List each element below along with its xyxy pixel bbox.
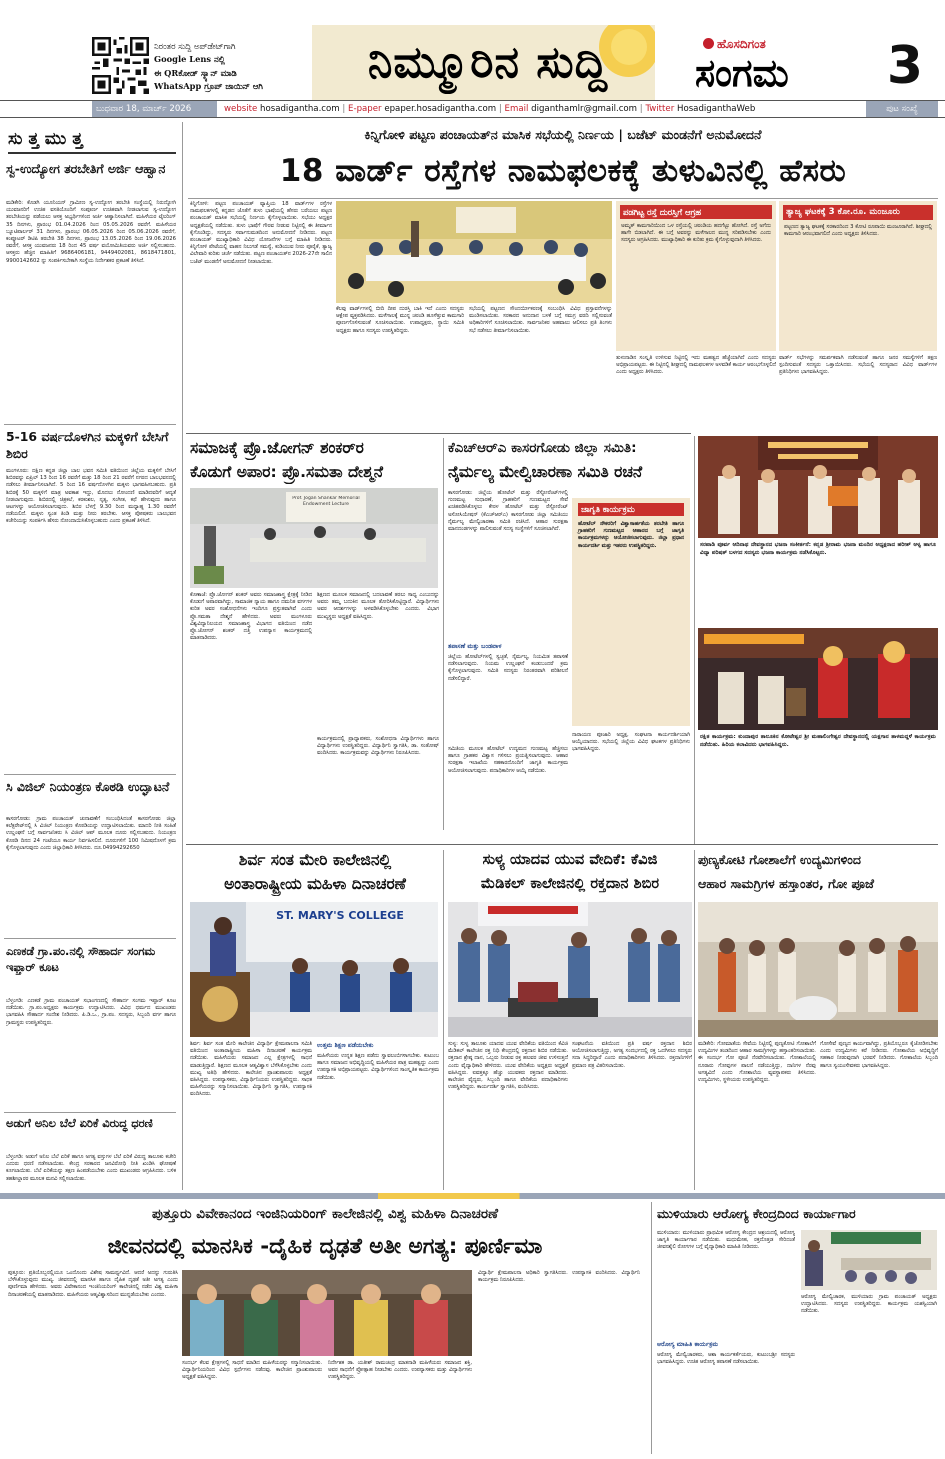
sidebar-a3-body: ಕಾಸರಗೋಡು: ಗ್ರಾಮ ಪಂಚಾಯತ್ ಚುನಾವಣೆಗೆ ಸಂಬಂಧಿಸಿದಂತೆ ಕಾಸರಗೋಡು ಜಿಲ್ಲಾ ಕಲೆಕ್ಟರೇಟ್‌ನಲ್ಲಿ ಸಿ ವಿಜಿಲ್ ನಿಯಂತ್ರಣ ಕೊಠಡಿಯನ್ನು ಉದ್ಘಾಟಿಸಲಾಯಿತು. ಮಾದರಿ ನೀತಿ ಸಂಹಿತೆ ಉಲ್ಲಂಘನೆ ಬಗ್ಗೆ ಸಾರ್ವಜನಿಕರು ಸಿ ವಿಜಿಲ್ ಆಪ್ ಮೂಲಕ ದೂರು ಸಲ್ಲಿಸಬಹುದು. ನಿಯಂತ್ರಣ ಕೊಠಡಿ ದಿನದ 24 ಗಂಟೆಯೂ ಕಾರ್ಯ ನಿರ್ವಹಿಸಲಿದೆ. ದೂರುಗಳಿಗೆ 100 ನಿಮಿಷದೊಳಗೆ ಕ್ರಮ ಕೈಗೊಳ್ಳಲಾಗುವುದು ಎಂದು ಜಿಲ್ಲಾಧಿಕಾರಿ ತಿಳಿಸಿದರು. ದೂ.04994292650 (6, 816, 176, 851)
lead-kicker: ಕಿನ್ನಿಗೋಳಿ ಪಟ್ಟಣ ಪಂಚಾಯತ್‌ನ ಮಾಸಿಕ ಸಭೆಯಲ್ಲಿ ನಿರ್ಣಯ | ಬಜೆಟ್ ಮಂಡನೆಗೆ ಅನುಮೋದನೆ (364, 127, 762, 142)
divider (4, 774, 176, 775)
right-caption-2: ರಕ್ಷಿತ ಕಾರ್ಯಕ್ರಮ: ಕುಂದಾಪುರ ತಾಲೂಕಿನ ಕೋಟೇಶ್ವರ ಶ್ರೀ ಮಹಾಲಿಂಗೇಶ್ವರ ದೇವಸ್ಥಾನದಲ್ಲಿ ಯಕ್ಷಗಾನ ತಾಳಮದ್ದಳೆ ಕಾರ್ಯಕ್ರಮ ನಡೆಯಿತು. ಹಿರಿಯ ಕಲಾವಿದರು ಭಾಗವಹಿಸಿದ್ದರು. (700, 734, 936, 748)
divider (186, 844, 938, 845)
story8-sub: ಆರೋಗ್ಯ ಮಾಹಿತಿ ಕಾರ್ಯಕ್ರಮ (657, 1341, 719, 1348)
box1-body: ಅಮ್ಮತ್ ಕಾಮಗಾರಿಯಿಂದ ಒಳ ರಸ್ತೆಯಲ್ಲಿ ಚರಂಡಿಯ ಹದಗೆಟ್ಟು ಹೋಗಿದೆ. ರಸ್ತೆ ಅಗೆದು ಹಾಗೇ ಬಿಡಲಾಗಿದೆ. ಈ ಬಗ್ಗೆ ಅವರನ್ನು ಮಳೆಗಾಲದ ಮುನ್ನ ಸರಿಪಡಿಸಬೇಕು ಎಂದು ಸದಸ್ಯರು ಆಗ್ರಹಿಸಿದರು. ಮುಖ್ಯಾಧಿಕಾರಿ ಈ ಕುರಿತು ಕ್ರಮ ಕೈಗೊಳ್ಳುವುದಾಗಿ ತಿಳಿಸಿದರು. (621, 223, 771, 244)
story5-headline-2: ಮೆಡಿಕಲ್ ಕಾಲೇಜಿನಲ್ಲಿ ರಕ್ತದಾನ ಶಿಬಿರ (480, 875, 660, 892)
page-number: 3 (886, 36, 924, 96)
divider (4, 938, 176, 939)
story8 (655, 1200, 939, 1459)
story6-body-b: ಗೋಸೇವೆ ಪುಣ್ಯದ ಕಾರ್ಯವಾಗಿದ್ದು, ಪ್ರತಿಯೊಬ್ಬರೂ ಕೈಜೋಡಿಸಬೇಕು ಎಂದು ಉದ್ಯಮಿಗಳು ಕರೆ ನೀಡಿದರು. ಗೋಶಾಲೆಯ ಅಭಿವೃದ್ಧಿಗೆ ಸಹಕಾರ ನೀಡುವುದಾಗಿ ಭರವಸೆ ನೀಡಿದರು. ಗೋಶಾಲೆಯ ಸಿಬ್ಬಂದಿ ಹಾಗೂ ಸ್ವಯಂಸೇವಕರು ಭಾಗವಹಿಸಿದ್ದರು. (820, 1041, 938, 1069)
story3-box (572, 498, 690, 726)
column-rule (182, 122, 183, 1190)
right-caption-1: ಸರಪಾಡಿ ಪೂರ್ವ ಆದಿನಾಥ ದೇವಸ್ಥಾನದ ಭಜನಾ ಸಂಕೀರ್ತನೆ: ಕನ್ನಡ ಶ್ರೀರಾಮ ಭಜನಾ ಮಂದಿರ ಅಧ್ಯಕ್ಷರಾದ ಹರೀಶ್ ಆಳ್ವ ಹಾಗೂ ವಿದ್ಯಾ ಪರಿಷತ್ ಬಳಗದ ಸದಸ್ಯರು ಭಜನಾ ಕಾರ್ಯಕ್ರಮ ನಡೆಸಿಕೊಟ್ಟರು. (700, 542, 936, 556)
divider (4, 424, 176, 425)
story4 (186, 848, 440, 1193)
story6-body: ಮಡಿಕೇರಿ: ಗೋಮಾತೆಯ ಸೇವೆಯ ನಿಟ್ಟಿನಲ್ಲಿ ಪುಣ್ಯಕೋಟಿ ಗೋಶಾಲೆಗೆ ಉದ್ಯಮಿಗಳ ತಂಡದಿಂದ ಆಹಾರ ಸಾಮಗ್ರಿಗಳನ್ನು ಹಸ್ತಾಂತರಿಸಲಾಯಿತು. ಈ ಸಂದರ್ಭ ಗೋ ಪೂಜೆ ನೆರವೇರಿಸಲಾಯಿತು. ಗೋಶಾಲೆಯಲ್ಲಿ ನೂರಾರು ಗೋವುಗಳ ಪಾಲನೆ ನಡೆಯುತ್ತಿದ್ದು, ದಾನಿಗಳ ನೆರವು ಅಗತ್ಯವಿದೆ ಎಂದು ಗೋಶಾಲೆಯ ವ್ಯವಸ್ಥಾಪಕರು ತಿಳಿಸಿದರು. ಉದ್ಯಮಿಗಳು, ಸ್ಥಳೀಯರು ಉಪಸ್ಥಿತರಿದ್ದರು. (698, 1041, 816, 1084)
info-strip (0, 100, 945, 118)
lead-photo-meeting (336, 201, 612, 303)
story4-college-sign: ST. MARY'S COLLEGE (276, 909, 404, 922)
story3-headline-1: ಕೆಎಚ್‌ಆರ್‌ಎ ಕಾಸರಗೋಡು ಜಿಲ್ಲಾ ಸಮಿತಿ: (448, 440, 637, 456)
story5-headline-1: ಸುಳ್ಯ ಯಾದವ ಯುವ ವೇದಿಕೆ: ಕೆವಿಜಿ (482, 851, 658, 868)
contact-line: website hosadigantha.com | E-paper epaper.hosadigantha.com | Email diganthamlr@gmail.com | Twitter HosadiganthaWeb (224, 104, 756, 114)
divider (186, 433, 691, 434)
story3-box-body: ಹೋಟೆಲ್ ನೌಕರರಿಗೆ ವಿಶ್ವಾಸಾರ್ಹತೆಯ ತರಬೇತಿ ಹಾಗೂ ಗ್ರಾಹಕರಿಗೆ ಗುಣಮಟ್ಟದ ಆಹಾರದ ಬಗ್ಗೆ ಜಾಗೃತಿ ಕಾರ್ಯಕ್ರಮಗಳನ್ನು ಆಯೋಜಿಸಲಾಗುವುದು. ಜಿಲ್ಲಾ ಪ್ರಧಾನ ಕಾರ್ಯದರ್ಶಿ ಮತ್ತು ಇತರರು ಉಪಸ್ಥಿತರಿದ್ದರು. (578, 521, 684, 549)
story2-body-a: ಕೊಣಾಜೆ: ಪ್ರೊ.ಜೋಗನ್ ಶಂಕರ್ ಅವರು ಸಮಾಜಶಾಸ್ತ್ರ ಕ್ಷೇತ್ರಕ್ಕೆ ನೀಡಿದ ಕೊಡುಗೆ ಅಪಾರವಾಗಿದ್ದು, ಸಾಮಾಜಿಕ ನ್ಯಾಯ ಹಾಗೂ ದಮನಿತ ವರ್ಗಗಳ ಕುರಿತ ಅವರ ಸಂಶೋಧನೆಗಳು ಇಂದಿಗೂ ಪ್ರಸ್ತುತವಾಗಿವೆ ಎಂದು ಪ್ರೊ.ಸಮತಾ ದೇಶ್ಮನೆ ಹೇಳಿದರು. ಅವರು ಮಂಗಳೂರು ವಿಶ್ವವಿದ್ಯಾನಿಲಯದ ಸಮಾಜಶಾಸ್ತ್ರ ವಿಭಾಗದ ವತಿಯಿಂದ ನಡೆದ ಪ್ರೊ.ಜೋಗನ್ ಶಂಕರ್ ದತ್ತಿ ಉಪನ್ಯಾಸ ಕಾರ್ಯಕ್ರಮದಲ್ಲಿ ಮಾತನಾಡಿದರು. (190, 592, 312, 642)
sidebar-a5-title: ಅಡುಗೆ ಅನಿಲ ಬೆಲೆ ಏರಿಕೆ ವಿರುದ್ಧ ಧರಣಿ (6, 1117, 153, 1130)
story2-headline-1: ಸಮಾಜಕ್ಕೆ ಪ್ರೊ.ಜೋಗನ್ ಶಂಕರ್‌ರ (190, 439, 364, 457)
story2-photo (190, 488, 438, 588)
story7-headline: ಜೀವನದಲ್ಲಿ ಮಾನಸಿಕ -ದೈಹಿಕ ದೃಢತೆ ಅತೀ ಅಗತ್ಯ: ಪೂರ್ಣಿಮಾ (107, 1234, 543, 1259)
email-link[interactable]: diganthamlr@gmail.com (531, 104, 638, 114)
story3-body-c: ಸಮಿತಿಯ ಮೂಲಕ ಹೋಟೆಲ್ ಉದ್ಯಮದ ಗುಣಮಟ್ಟ ಹೆಚ್ಚಿಸಲು ಹಾಗೂ ಗ್ರಾಹಕರ ವಿಶ್ವಾಸ ಗಳಿಸಲು ಪ್ರಯತ್ನಿಸಲಾಗುವುದು. ಆಹಾರ ಸುರಕ್ಷತಾ ಇಲಾಖೆಯ ಸಹಕಾರದೊಂದಿಗೆ ಜಾಗೃತಿ ಕಾರ್ಯಕ್ರಮ ಆಯೋಜಿಸಲಾಗುವುದು. ಪದಾಧಿಕಾರಿಗಳ ಆಯ್ಕೆ ನಡೆಯಿತು. (448, 746, 568, 774)
story7-kicker: ಪುತ್ತೂರು ವಿವೇಕಾನಂದ ಇಂಜಿನಿಯರಿಂಗ್ ಕಾಲೇಜಿನಲ್ಲಿ ವಿಶ್ವ ಮಹಿಳಾ ದಿನಾಚರಣೆ (151, 1206, 499, 1222)
story8-headline: ಮುಳಿಯಾರು ಆರೋಗ್ಯ ಕೇಂದ್ರದಿಂದ ಕಾರ್ಯಾಗಾರ (657, 1206, 856, 1221)
qr-promo: ನಿರಂತರ ಸುದ್ದಿ ಅಪ್‌ಡೇಟ್‌ಗಾಗಿ Google Lens ನಲ್ಲಿ ಈ QR‌ಕೋಡ್ ಸ್ಕ್ಯಾನ್ ಮಾಡಿ WhatsApp ಗ್ರೂಪ್ ಜಾಯಿನ್ ಆಗಿ (154, 41, 263, 91)
lead-col2: ಕೆಲವು ವಾರ್ಡ್‌ಗಳಲ್ಲಿ ಬೀದಿ ದೀಪ ದುರಸ್ತಿ ಬಾಕಿ ಇದೆ ಎಂದು ಸದಸ್ಯರು ಆಕ್ಷೇಪ ವ್ಯಕ್ತಪಡಿಸಿದರು. ಮಳೆಗಾಲಕ್ಕೆ ಮುನ್ನ ಚರಂಡಿ ಹೂಳೆತ್ತುವ ಕಾಮಗಾರಿ ಪೂರ್ಣಗೊಳಿಸುವಂತೆ ಸೂಚಿಸಲಾಯಿತು. ಉಪಾಧ್ಯಕ್ಷರು, ಸ್ಥಾಯಿ ಸಮಿತಿ ಅಧ್ಯಕ್ಷರು ಹಾಗೂ ಸದಸ್ಯರು ಉಪಸ್ಥಿತರಿದ್ದರು. (336, 306, 464, 334)
box1-title: ಪಡಗಿಟ್ಟ ರಸ್ತೆ ದುರಸ್ತಿಗೆ ಆಗ್ರಹ (620, 205, 772, 219)
story3-box-title: ಜಾಗೃತಿ ಕಾರ್ಯಕ್ರಮ (578, 503, 684, 516)
story8-body-b: ಆರೋಗ್ಯ ಮೇಲ್ವಿಚಾರಕರು, ಆಶಾ ಕಾರ್ಯಕರ್ತೆಯರು, ಕುಟುಂಬಶ್ರೀ ಸದಸ್ಯರು ಭಾಗವಹಿಸಿದ್ದರು. ಉಚಿತ ಆರೋಗ್ಯ ತಪಾಸಣೆ ನಡೆಸಲಾಯಿತು. (657, 1352, 795, 1366)
story3-headline-2: ನೈರ್ಮಲ್ಯ ಮೇಲ್ವಿಚಾರಣಾ ಸಮಿತಿ ರಚನೆ (448, 463, 643, 481)
story5 (446, 848, 692, 1193)
story6-headline-1: ಪುಣ್ಯಕೋಟಿ ಗೋಶಾಲೆಗೆ ಉದ್ಯಮಿಗಳಿಂದ (698, 852, 862, 867)
bottom-separator (0, 1193, 945, 1199)
box2-title: ತ್ಯಾಜ್ಯ ಘಟಕಕ್ಕೆ 3 ಕೋ.ರೂ. ಮಂಜೂರು (783, 205, 933, 220)
box2-body: ಪಟ್ಟಣದ ತ್ಯಾಜ್ಯ ಘಟಕಕ್ಕೆ ಸರಕಾರದಿಂದ 3 ಕೋಟಿ ರೂಪಾಯಿ ಮಂಜೂರಾಗಿದೆ. ಶೀಘ್ರದಲ್ಲಿ ಕಾಮಗಾರಿ ಆರಂಭವಾಗಲಿದೆ ಎಂದು ಅಧ್ಯಕ್ಷರು ತಿಳಿಸಿದರು. (784, 224, 932, 238)
column-rule (443, 850, 444, 1190)
story8-body-a: ಮುಳಿಯಾರು: ಮುಳಿಯಾರು ಪ್ರಾಥಮಿಕ ಆರೋಗ್ಯ ಕೇಂದ್ರದ ಆಶ್ರಯದಲ್ಲಿ ಆರೋಗ್ಯ ಜಾಗೃತಿ ಕಾರ್ಯಾಗಾರ ನಡೆಯಿತು. ಮಧುಮೇಹ, ರಕ್ತದೊತ್ತಡ ಸೇರಿದಂತೆ ಜೀವನಶೈಲಿ ರೋಗಗಳ ಬಗ್ಗೆ ವೈದ್ಯಾಧಿಕಾರಿ ಮಾಹಿತಿ ನೀಡಿದರು. (657, 1230, 795, 1251)
lead-headline: 18 ವಾರ್ಡ್ ರಸ್ತೆಗಳ ನಾಮಫಲಕಕ್ಕೆ ತುಳುವಿನಲ್ಲಿ ಹೆಸರು (279, 153, 847, 189)
story8-photo (801, 1230, 937, 1290)
story4-body-b: ಮಹಿಳೆಯರು ಉನ್ನತ ಶಿಕ್ಷಣ ಪಡೆದು ಸ್ವಾವಲಂಬಿಗಳಾಗಬೇಕು. ಕುಟುಂಬ ಹಾಗೂ ಸಮಾಜದ ಅಭಿವೃದ್ಧಿಯಲ್ಲಿ ಮಹಿಳೆಯರ ಪಾತ್ರ ಮಹತ್ವದ್ದು ಎಂದು ಉಪನ್ಯಾಸಕಿ ಅಭಿಪ್ರಾಯಪಟ್ಟರು. ವಿದ್ಯಾರ್ಥಿಗಳಿಂದ ಸಾಂಸ್ಕೃತಿಕ ಕಾರ್ಯಕ್ರಮ ನಡೆಯಿತು. (317, 1053, 439, 1081)
story3 (446, 436, 692, 831)
epaper-link[interactable]: epaper.hosadigantha.com (384, 104, 497, 114)
column-rule (651, 1202, 652, 1454)
story3-sub: ತಪಾಸಣೆ ಮತ್ತು ಬಂಡವಾಳ (448, 643, 502, 650)
story7-body-a: ಪುತ್ತೂರು: ಪ್ರತಿಯೊಬ್ಬರಲ್ಲಿಯೂ ಒಂದೊಂದು ವಿಶೇಷ ಸಾಮರ್ಥ್ಯವಿದೆ. ಆದರೆ ಅದನ್ನು ಗುರುತಿಸಿ ಬೆಳೆಸಿಕೊಳ್ಳುವುದು ಮುಖ್ಯ. ಜೀವನದಲ್ಲಿ ಮಾನಸಿಕ ಹಾಗೂ ದೈಹಿಕ ದೃಢತೆ ಅತೀ ಅಗತ್ಯ ಎಂದು ಪೂರ್ಣಿಮಾ ಹೇಳಿದರು. ಅವರು ವಿವೇಕಾನಂದ ಇಂಜಿನಿಯರಿಂಗ್ ಕಾಲೇಜಿನಲ್ಲಿ ನಡೆದ ವಿಶ್ವ ಮಹಿಳಾ ದಿನಾಚರಣೆಯಲ್ಲಿ ಮಾತನಾಡಿದರು. ಮಹಿಳೆಯರು ಆತ್ಮವಿಶ್ವಾಸದಿಂದ ಮುನ್ನಡೆಯಬೇಕು ಎಂದರು. (8, 1270, 178, 1298)
sidebar-a2-body: ಮಂಗಳೂರು: ದಕ್ಷಿಣ ಕನ್ನಡ ಜಿಲ್ಲಾ ಬಾಲ ಭವನ ಸಮಿತಿ ವತಿಯಿಂದ ಜಿಲ್ಲೆಯ ಮಕ್ಕಳಿಗೆ ಬೇಸಿಗೆ ಶಿಬಿರವನ್ನು ಏಪ್ರಿಲ್ 13 ರಿಂದ 16 ರವರೆಗೆ ಮತ್ತು 18 ರಿಂದ 21 ರವರೆಗೆ ನಗರದ ಬಾಲಭವನದಲ್ಲಿ ನಡೆಸಲು ತೀರ್ಮಾನಿಸಲಾಗಿದೆ. 5 ರಿಂದ 16 ವರ್ಷದೊಳಗಿನ ಮಕ್ಕಳು ಭಾಗವಹಿಸಬಹುದು. ಪ್ರತಿ ಶಿಬಿರಕ್ಕೆ 50 ಮಕ್ಕಳಿಗೆ ಮಾತ್ರ ಅವಕಾಶ ಇದ್ದು, ಮೊದಲು ನೋಂದಣಿ ಮಾಡಿದವರಿಗೆ ಆದ್ಯತೆ ನೀಡಲಾಗುವುದು. ಶಿಬಿರದಲ್ಲಿ ಚಿತ್ರಕಲೆ, ಕರಕುಶಲ, ನೃತ್ಯ, ಸಂಗೀತ, ಕಥೆ ಹೇಳುವುದು ಹಾಗೂ ಆಟಗಳನ್ನು ಆಯೋಜಿಸಲಾಗುವುದು. ಶಿಬಿರ ಬೆಳಗ್ಗೆ 9.30 ರಿಂದ ಮಧ್ಯಾಹ್ನ 1.30 ರವರೆಗೆ ನಡೆಯಲಿದೆ. ಮಕ್ಕಳು ಸ್ವಂತ ತಿಂಡಿ ಮತ್ತು ನೀರು ತರಬೇಕು. ಆಸಕ್ತ ಪೋಷಕರು ಬಾಲಭವನ ಕಚೇರಿಯನ್ನು ಸಂಪರ್ಕಿಸಿ ಹೆಸರು ನೋಂದಾಯಿಸಿಕೊಳ್ಳಬಹುದು ಎಂದು ಪ್ರಕಟಣೆ ತಿಳಿಸಿದೆ. (6, 468, 176, 525)
website-link[interactable]: hosadigantha.com (260, 104, 340, 114)
story5-body: ಸುಳ್ಯ: ಸುಳ್ಯ ತಾಲೂಕು ಯಾದವ ಯುವ ವೇದಿಕೆಯ ವತಿಯಿಂದ ಕೆವಿಜಿ ಮೆಡಿಕಲ್ ಕಾಲೇಜಿನ ರಕ್ತ ನಿಧಿ ಕೇಂದ್ರದಲ್ಲಿ ರಕ್ತದಾನ ಶಿಬಿರ ನಡೆಯಿತು. ರಕ್ತದಾನ ಶ್ರೇಷ್ಠ ದಾನ, ಒಬ್ಬರು ನೀಡುವ ರಕ್ತ ಹಲವರ ಜೀವ ಉಳಿಸುತ್ತದೆ ಎಂದು ವೈದ್ಯಾಧಿಕಾರಿ ಹೇಳಿದರು. ಯುವ ವೇದಿಕೆಯ ಅಧ್ಯಕ್ಷರು ಅಧ್ಯಕ್ಷತೆ ವಹಿಸಿದ್ದರು. ಐವತ್ತಕ್ಕೂ ಹೆಚ್ಚು ಯುವಕರು ರಕ್ತದಾನ ಮಾಡಿದರು. ಕಾಲೇಜಿನ ವೈದ್ಯರು, ಸಿಬ್ಬಂದಿ ಹಾಗೂ ವೇದಿಕೆಯ ಪದಾಧಿಕಾರಿಗಳು ಉಪಸ್ಥಿತರಿದ್ದರು. ಕಾರ್ಯದರ್ಶಿ ಸ್ವಾಗತಿಸಿ, ವಂದಿಸಿದರು. (448, 1041, 568, 1091)
story3-tail: ನಾರಾಯಣ ಪೂಜಾರಿ ಅಧ್ಯಕ್ಷ, ಸಂಘಟನಾ ಕಾರ್ಯದರ್ಶಿಯಾಗಿ ಆಯ್ಕೆಯಾದರು. ಸಭೆಯಲ್ಲಿ ಜಿಲ್ಲೆಯ ವಿವಿಧ ಘಟಕಗಳ ಪ್ರತಿನಿಧಿಗಳು ಭಾಗವಹಿಸಿದ್ದರು. (572, 732, 690, 753)
sidebar-a1-body: ಮಡಿಕೇರಿ: ಕೊಡಗಿ ಯೂನಿಯನ್ ಗ್ರಾಮೀಣ ಸ್ವ-ಉದ್ಯೋಗ ತರಬೇತಿ ಸಂಸ್ಥೆಯಲ್ಲಿ ನಿರುದ್ಯೋಗಿ ಯುವಜನರಿಗೆ ಉಚಿತ ವಸತಿಯೊಂದಿಗೆ ಸಂಪೂರ್ಣ ಉಚಿತವಾಗಿ ನೀಡಲಾಗುವ ಸ್ವ-ಉದ್ಯೋಗ ತರಬೇತಿಯನ್ನು ಪಡೆಯಲು ಆಸಕ್ತ ಅಭ್ಯರ್ಥಿಗಳಿಂದ ಅರ್ಜಿ ಆಹ್ವಾನಿಸಲಾಗಿದೆ. ಮಹಿಳೆಯರ ಟೈಲರಿಂಗ್ 35 ದಿನಗಳು, ಪ್ರಾರಂಭ 01.04.2026 ರಿಂದ 05.05.2026 ರವರೆಗೆ. ಮಹಿಳೆಯರ ಬ್ಯೂಟಿಪಾರ್ಲರ್ 31 ದಿನಗಳು, ಪ್ರಾರಂಭ 06.05.2026 ರಿಂದ 05.06.2026 ರವರೆಗೆ, ಕಂಪ್ಯೂಟರ್ ಡಿಟಿಪಿ ತರಬೇತಿ 38 ದಿನಗಳು, ಪ್ರಾರಂಭ 13.05.2026 ರಿಂದ 19.06.2026 ರವರೆಗೆ, ಆಸಕ್ತ ಯುವಜನರು 18 ರಿಂದ 45 ವರ್ಷ ವಯೋಮಿತಿಯವರು ಅರ್ಜಿ ಸಲ್ಲಿಸಬಹುದು. ಆಸಕ್ತರು ಹೆಚ್ಚಿನ ಮಾಹಿತಿಗೆ 9686406181, 9449402081, 8618471801, 9900142602 ನ್ನು ಸಂಪರ್ಕಿಸಬೇಕಾಗಿ ಸಂಸ್ಥೆಯ ನಿರ್ದೇಶಕರ ಪ್ರಕಟಣೆ ತಿಳಿಸಿದೆ. (6, 200, 176, 264)
lead-box1 (616, 201, 776, 351)
story6 (698, 848, 938, 1193)
sidebar-a1-title: ಸ್ವ-ಉದ್ಯೋಗ ತರಬೇತಿಗೆ ಅರ್ಜಿ ಆಹ್ವಾನ (6, 161, 166, 176)
story4-body: ಶಿರ್ವ: ಶಿರ್ವ ಸಂತ ಮೇರಿ ಕಾಲೇಜಿನ ವಿದ್ಯಾರ್ಥಿ ಕ್ಷೇಮಪಾಲನಾ ಸಮಿತಿ ವತಿಯಿಂದ ಅಂತಾರಾಷ್ಟ್ರೀಯ ಮಹಿಳಾ ದಿನಾಚರಣೆ ಕಾರ್ಯಕ್ರಮ ನಡೆಯಿತು. ಮಹಿಳೆಯರು ಸಮಾಜದ ಎಲ್ಲ ಕ್ಷೇತ್ರಗಳಲ್ಲಿ ಸಾಧನೆ ಮಾಡುತ್ತಿದ್ದಾರೆ. ಶಿಕ್ಷಣದ ಮೂಲಕ ಆತ್ಮವಿಶ್ವಾಸ ಬೆಳೆಸಿಕೊಳ್ಳಬೇಕು ಎಂದು ಮುಖ್ಯ ಅತಿಥಿ ಹೇಳಿದರು. ಕಾಲೇಜಿನ ಪ್ರಾಂಶುಪಾಲರು ಅಧ್ಯಕ್ಷತೆ ವಹಿಸಿದ್ದರು. ಉಪನ್ಯಾಸಕರು, ವಿದ್ಯಾರ್ಥಿನಿಯರು ಉಪಸ್ಥಿತರಿದ್ದರು. ಸಾಧಕ ಮಹಿಳೆಯರನ್ನು ಸನ್ಮಾನಿಸಲಾಯಿತು. ವಿದ್ಯಾರ್ಥಿನಿ ಸ್ವಾಗತಿಸಿ, ಉಪನ್ಯಾಸಕಿ ವಂದಿಸಿದರು. (190, 1041, 312, 1098)
sidebar-logo: ಸು ತ್ತ ಮು ತ್ತ (8, 124, 176, 154)
story2-body-b: ಶಿಕ್ಷಣದ ಮೂಲಕ ಸಮಾಜದಲ್ಲಿ ಬದಲಾವಣೆ ತರಲು ಸಾಧ್ಯ ಎಂಬುದನ್ನು ಅವರು ತಮ್ಮ ಬದುಕಿನ ಮೂಲಕ ತೋರಿಸಿಕೊಟ್ಟಿದ್ದಾರೆ. ವಿದ್ಯಾರ್ಥಿಗಳು ಅವರ ಆದರ್ಶಗಳನ್ನು ಅಳವಡಿಸಿಕೊಳ್ಳಬೇಕು ಎಂದರು. ವಿಭಾಗ ಮುಖ್ಯಸ್ಥರು ಅಧ್ಯಕ್ಷತೆ ವಹಿಸಿದ್ದರು. (317, 592, 439, 620)
edition-title: ನಿಮ್ಮೂರಿನ ಸುದ್ದಿ (367, 37, 609, 88)
column-rule (443, 438, 444, 830)
sidebar-a5-body: ಬೆಳ್ತಂಗಡಿ: ಅಡುಗೆ ಅನಿಲ ಬೆಲೆ ಏರಿಕೆ ಹಾಗೂ ಅಗತ್ಯ ವಸ್ತುಗಳ ಬೆಲೆ ಏರಿಕೆ ವಿರುದ್ಧ ತಾಲೂಕು ಕಚೇರಿ ಎದುರು ಧರಣಿ ನಡೆಸಲಾಯಿತು. ಕೇಂದ್ರ ಸರಕಾರದ ಜನವಿರೋಧಿ ನೀತಿ ಖಂಡಿಸಿ ಘೋಷಣೆ ಕೂಗಲಾಯಿತು. ಬೆಲೆ ಏರಿಕೆಯನ್ನು ತಕ್ಷಣ ಹಿಂಪಡೆಯಬೇಕು ಎಂದು ಮುಖಂಡರು ಆಗ್ರಹಿಸಿದರು. ಬಳಿಕ ತಹಶೀಲ್ದಾರರ ಮೂಲಕ ಮನವಿ ಸಲ್ಲಿಸಲಾಯಿತು. (6, 1154, 176, 1182)
column-rule (694, 436, 695, 844)
story2 (186, 436, 440, 831)
right-photo-bhajan (698, 436, 938, 538)
qr-code[interactable] (92, 37, 149, 94)
story2-headline-2: ಕೊಡುಗೆ ಅಪಾರ: ಪ್ರೊ.ಸಮತಾ ದೇಶ್ಮನೆ (190, 463, 383, 481)
divider (4, 1112, 176, 1113)
sidebar (0, 118, 180, 1193)
story3-body-b: ಜಿಲ್ಲೆಯ ಹೋಟೆಲ್‌ಗಳಲ್ಲಿ ಸ್ವಚ್ಛತೆ, ನೈರ್ಮಲ್ಯ, ನಿಯಮಿತ ತಪಾಸಣೆ ನಡೆಸಲಾಗುವುದು. ನಿಯಮ ಉಲ್ಲಂಘನೆ ಕಂಡುಬಂದರೆ ಕ್ರಮ ಕೈಗೊಳ್ಳಲಾಗುವುದು. ಸಮಿತಿ ಸದಸ್ಯರು ನಿರಂತರವಾಗಿ ಪರಿಶೀಲನೆ ನಡೆಸಲಿದ್ದಾರೆ. (448, 654, 568, 682)
story4-sub: ಉತ್ತಮ ಶಿಕ್ಷಣ ಪಡೆಯಬೇಕು (317, 1042, 374, 1049)
lead-box3: ವಾರ್ಡ್ ಸಭೆಗಳನ್ನು ಸಮರ್ಪಕವಾಗಿ ನಡೆಸುವಂತೆ ಹಾಗೂ ಜನರ ಸಮಸ್ಯೆಗಳಿಗೆ ತಕ್ಷಣ ಸ್ಪಂದಿಸುವಂತೆ ಸದಸ್ಯರು ಒತ್ತಾಯಿಸಿದರು. ಸಭೆಯಲ್ಲಿ ಸದಸ್ಯರಾದ ವಿವಿಧ ವಾರ್ಡ್‌ಗಳ ಪ್ರತಿನಿಧಿಗಳು ಭಾಗವಹಿಸಿದ್ದರು. (779, 355, 937, 376)
divider (188, 198, 938, 199)
lead-col3: ಸಭೆಯಲ್ಲಿ ಪಟ್ಟಣದ ಸೌಂದರ್ಯೀಕರಣಕ್ಕೆ ಸಂಬಂಧಿಸಿ ವಿವಿಧ ಪ್ರಸ್ತಾವನೆಗಳನ್ನು ಮಂಡಿಸಲಾಯಿತು. ಸರಕಾರದ ಅನುದಾನ ಬಳಕೆ ಬಗ್ಗೆ ಸಮಗ್ರ ವರದಿ ಸಲ್ಲಿಸುವಂತೆ ಅಧಿಕಾರಿಗಳಿಗೆ ಸೂಚಿಸಲಾಯಿತು. ಸಾರ್ವಜನಿಕರ ಅಹವಾಲು ಆಲಿಸಲು ಪ್ರತಿ ತಿಂಗಳು ಸಭೆ ನಡೆಸಲು ತೀರ್ಮಾನಿಸಲಾಯಿತು. (469, 306, 612, 334)
date-box: ಬುಧವಾರ 18, ಮಾರ್ಚ್ 2026 (92, 101, 217, 117)
story4-headline-1: ಶಿರ್ವ ಸಂತ ಮೇರಿ ಕಾಲೇಜಿನಲ್ಲಿ (238, 851, 392, 869)
lead-col4: ತುಳುನಾಡಿನ ಸಂಸ್ಕೃತಿ ಉಳಿಸುವ ನಿಟ್ಟಿನಲ್ಲಿ ಇದು ಮಹತ್ವದ ಹೆಜ್ಜೆಯಾಗಿದೆ ಎಂದು ಸದಸ್ಯರು ಅಭಿಪ್ರಾಯಪಟ್ಟರು. ಈ ನಿಟ್ಟಿನಲ್ಲಿ ಶೀಘ್ರದಲ್ಲಿ ನಾಮಫಲಕಗಳ ಅಳವಡಿಕೆ ಕಾರ್ಯ ಆರಂಭಗೊಳ್ಳಲಿದೆ ಎಂದು ಅಧ್ಯಕ್ಷರು ತಿಳಿಸಿದರು. (616, 355, 776, 376)
story7 (0, 1200, 650, 1459)
story4-photo (190, 902, 438, 1037)
column-rule (694, 850, 695, 1190)
lead-col1: ಕಿನ್ನಿಗೋಳಿ: ಪಟ್ಟಣ ಪಂಚಾಯತ್ ವ್ಯಾಪ್ತಿಯ 18 ವಾರ್ಡ್‌ಗಳ ರಸ್ತೆಗಳ ನಾಮಫಲಕಗಳಲ್ಲಿ ಕನ್ನಡದ ಜೊತೆಗೆ ತುಳು ಭಾಷೆಯಲ್ಲಿ ಹೆಸರು ಬರೆಯಲು ಪಟ್ಟಣ ಪಂಚಾಯತ್ ಮಾಸಿಕ ಸಭೆಯಲ್ಲಿ ನಿರ್ಣಯ ಕೈಗೊಳ್ಳಲಾಯಿತು. ಸಭೆಯು ಅಧ್ಯಕ್ಷರ ಅಧ್ಯಕ್ಷತೆಯಲ್ಲಿ ನಡೆಯಿತು. ತುಳು ಭಾಷೆಗೆ ಗೌರವ ನೀಡುವ ನಿಟ್ಟಿನಲ್ಲಿ ಈ ತೀರ್ಮಾನ ಕೈಗೊಂಡಿದ್ದು, ಸದಸ್ಯರು ಸರ್ವಾನುಮತದಿಂದ ಅನುಮೋದನೆ ನೀಡಿದರು. ಪಟ್ಟಣ ಪಂಚಾಯತ್ ಮುಖ್ಯಾಧಿಕಾರಿ ವಿವಿಧ ಯೋಜನೆಗಳ ಬಗ್ಗೆ ಮಾಹಿತಿ ನೀಡಿದರು. ಕಿನ್ನಿಗೋಳಿ ಪೇಟೆಯಲ್ಲಿ ವಾಹನ ನಿಲುಗಡೆ ಸಮಸ್ಯೆ, ಕುಡಿಯುವ ನೀರು ಪೂರೈಕೆ, ತ್ಯಾಜ್ಯ ವಿಲೇವಾರಿ ಕುರಿತು ಚರ್ಚೆ ನಡೆಯಿತು. ಪಟ್ಟಣ ಪಂಚಾಯತ್‌ನ 2026-27ನೇ ಸಾಲಿನ ಬಜೆಟ್ ಮಂಡನೆಗೆ ಅನುಮೋದನೆ ನೀಡಲಾಯಿತು. (190, 201, 332, 265)
story2-banner: Prof. Jogan Shankar Memorial Endowment Lecture (292, 496, 360, 507)
lead-box2 (779, 201, 937, 351)
right-photo-yakshagana (698, 628, 938, 730)
story5-body-b: ಸಂಘಟನೆಯ ವತಿಯಿಂದ ಪ್ರತಿ ವರ್ಷ ರಕ್ತದಾನ ಶಿಬಿರ ಆಯೋಜಿಸಲಾಗುತ್ತಿದ್ದು, ಅಗತ್ಯ ಸಂದರ್ಭದಲ್ಲಿ ರಕ್ತ ಒದಗಿಸಲು ಸದಸ್ಯರು ಸದಾ ಸಿದ್ಧರಿದ್ದಾರೆ ಎಂದು ಪದಾಧಿಕಾರಿಗಳು ತಿಳಿಸಿದರು. ರಕ್ತದಾನಿಗಳಿಗೆ ಪ್ರಮಾಣ ಪತ್ರ ವಿತರಿಸಲಾಯಿತು. (572, 1041, 692, 1069)
story5-photo (448, 902, 692, 1037)
brand-small: ಹೊಸದಿಗಂತ (703, 37, 823, 53)
supplement-title: ಸಂಗಮ (695, 51, 789, 95)
story4-headline-2: ಅಂತಾರಾಷ್ಟ್ರೀಯ ಮಹಿಳಾ ದಿನಾಚರಣೆ (224, 875, 406, 893)
page-label: ಪುಟ ಸಂಖ್ಯೆ (866, 101, 938, 117)
twitter-link[interactable]: HosadiganthaWeb (676, 104, 756, 114)
sidebar-a2-title: 5-16 ವರ್ಷದೊಳಗಿನ ಮಕ್ಕಳಿಗೆ ಬೇಸಿಗೆ ಶಿಬಿರ (6, 429, 169, 461)
sidebar-a3-title: ಸಿ ವಿಜಿಲ್ ನಿಯಂತ್ರಣ ಕೊಠಡಿ ಉದ್ಘಾಟನೆ (6, 779, 170, 794)
story2-body-c: ಕಾರ್ಯಕ್ರಮದಲ್ಲಿ ಪ್ರಾಧ್ಯಾಪಕರು, ಸಂಶೋಧನಾ ವಿದ್ಯಾರ್ಥಿಗಳು ಹಾಗೂ ವಿದ್ಯಾರ್ಥಿಗಳು ಉಪಸ್ಥಿತರಿದ್ದರು. ವಿದ್ಯಾರ್ಥಿನಿ ಸ್ವಾಗತಿಸಿ, ಡಾ. ಸಂತೋಷ್ ವಂದಿಸಿದರು. ಕಾರ್ಯಕ್ರಮವನ್ನು ವಿದ್ಯಾರ್ಥಿಗಳು ನಿರೂಪಿಸಿದರು. (317, 736, 439, 757)
story6-headline-2: ಆಹಾರ ಸಾಮಗ್ರಿಗಳ ಹಸ್ತಾಂತರ, ಗೋ ಪೂಜೆ (698, 876, 875, 891)
story7-body-b: ಸಂದರ್ಭ ಕೆಲವ ಕ್ಷೇತ್ರಗಳಲ್ಲಿ ಸಾಧನೆ ಮಾಡಿದ ಮಹಿಳೆಯರನ್ನು ಸನ್ಮಾನಿಸಲಾಯಿತು. ವಿದ್ಯಾರ್ಥಿನಿಯರಿಂದ ವಿವಿಧ ಸ್ಪರ್ಧೆಗಳು ನಡೆದವು. ಕಾಲೇಜಿನ ಪ್ರಾಂಶುಪಾಲರು ಅಧ್ಯಕ್ಷತೆ ವಹಿಸಿದ್ದರು. (182, 1360, 322, 1381)
story7-body-d: ವಿದ್ಯಾರ್ಥಿ ಕ್ಷೇಮಪಾಲನಾ ಅಧಿಕಾರಿ ಸ್ವಾಗತಿಸಿದರು. ಉಪನ್ಯಾಸಕಿ ವಂದಿಸಿದರು. ವಿದ್ಯಾರ್ಥಿನಿ ಕಾರ್ಯಕ್ರಮ ನಿರೂಪಿಸಿದರು. (478, 1270, 640, 1284)
sidebar-a4-body: ಬೆಳ್ತಂಗಡಿ: ಎಣಕಡೆ ಗ್ರಾಮ ಪಂಚಾಯತ್ ಸಭಾಂಗಣದಲ್ಲಿ ಸೌಹಾರ್ದ ಸಂಗಮ ಇಫ್ತಾರ್ ಕೂಟ ನಡೆಯಿತು. ಗ್ರಾ.ಪಂ.ಅಧ್ಯಕ್ಷರು ಕಾರ್ಯಕ್ರಮ ಉದ್ಘಾಟಿಸಿದರು. ವಿವಿಧ ಧರ್ಮದ ಮುಖಂಡರು ಭಾಗವಹಿಸಿ ಸೌಹಾರ್ದ ಸಂದೇಶ ನೀಡಿದರು. ಪಿ.ಡಿ.ಒ., ಗ್ರಾ.ಪಂ. ಸದಸ್ಯರು, ಸಿಬ್ಬಂದಿ ವರ್ಗ ಹಾಗೂ ಗ್ರಾಮಸ್ಥರು ಉಪಸ್ಥಿತರಿದ್ದರು. (6, 998, 176, 1026)
masthead (0, 0, 945, 100)
story3-body-a: ಕಾಸರಗೋಡು: ಜಿಲ್ಲೆಯ ಹೋಟೆಲ್ ಮತ್ತು ರೆಸ್ಟೋರೆಂಟ್‌ಗಳಲ್ಲಿ ಗುಣಮಟ್ಟ ಸುಧಾರಣೆ, ಗ್ರಾಹಕರಿಗೆ ಗುಣಮಟ್ಟದ ಸೇವೆ ಖಚಿತಪಡಿಸಿಕೊಳ್ಳಲು ಕೇರಳ ಹೋಟೆಲ್ ಮತ್ತು ರೆಸ್ಟೋರೆಂಟ್ ಅಸೋಸಿಯೇಷನ್ (ಕೆಎಚ್‌ಆರ್‌ಎ) ಕಾಸರಗೋಡು ಜಿಲ್ಲಾ ಸಮಿತಿಯು ನೈರ್ಮಲ್ಯ ಮೇಲ್ವಿಚಾರಣಾ ಸಮಿತಿ ರಚಿಸಿದೆ. ಆಹಾರ ಸುರಕ್ಷತಾ ಮಾನದಂಡಗಳನ್ನು ಪಾಲಿಸುವಂತೆ ಸದಸ್ಯ ಸಂಸ್ಥೆಗಳಿಗೆ ಸೂಚಿಸಲಾಗಿದೆ. (448, 490, 568, 533)
story7-photo (182, 1270, 472, 1356)
story6-photo (698, 902, 938, 1037)
story8-body-c: ಆರೋಗ್ಯ ಮೇಲ್ವಿಚಾರಕ, ಮುಳಿಯಾರು ಗ್ರಾಮ ಪಂಚಾಯತ್ ಅಧ್ಯಕ್ಷರು ಉದ್ಘಾಟಿಸಿದರು. ಸದಸ್ಯರು ಉಪಸ್ಥಿತರಿದ್ದರು. ಕಾರ್ಯಕ್ರಮ ಯಶಸ್ವಿಯಾಗಿ ನಡೆಯಿತು. (801, 1294, 937, 1315)
sidebar-a4-title: ಎಣಕಡೆ ಗ್ರಾ.ಪಂ.ನಲ್ಲಿ ಸೌಹಾರ್ದ ಸಂಗಮ ಇಫ್ತಾರ್ ಕೂಟ (6, 945, 156, 974)
story7-body-c: ನಿರ್ದೇಶಕ ಡಾ. ಯತೀಶ್ ರಾಮಚಂದ್ರ ಮಾತನಾಡಿ ಮಹಿಳೆಯರು ಸಮಾಜದ ಶಕ್ತಿ, ಅವರ ಸಾಧನೆಗೆ ಪ್ರೋತ್ಸಾಹ ನೀಡಬೇಕು ಎಂದರು. ಉಪನ್ಯಾಸಕರು ಮತ್ತು ವಿದ್ಯಾರ್ಥಿಗಳು ಉಪಸ್ಥಿತರಿದ್ದರು. (328, 1360, 472, 1381)
